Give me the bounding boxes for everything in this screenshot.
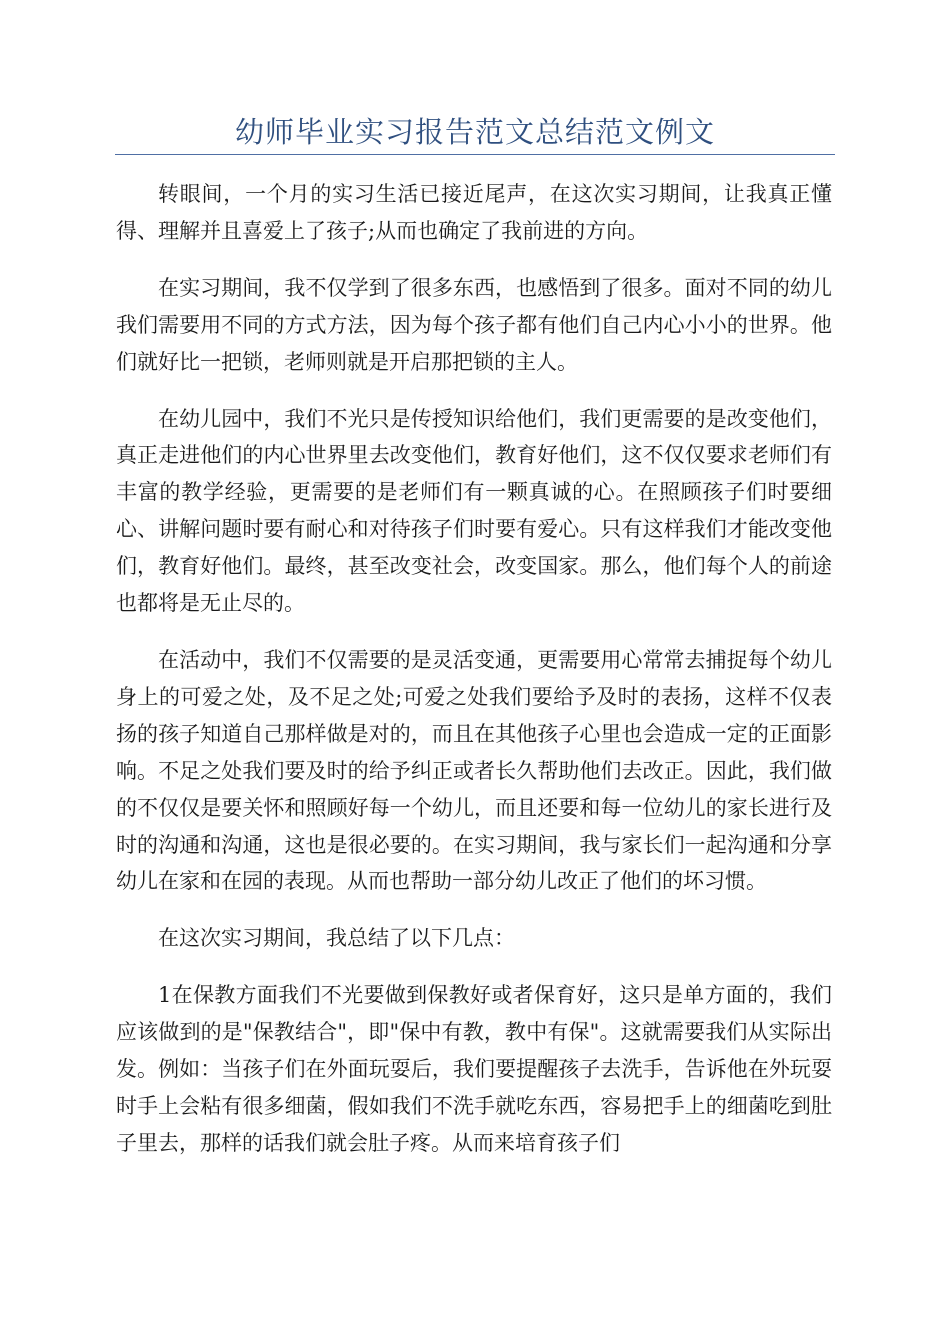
paragraph-5: 在这次实习期间，我总结了以下几点： [158,926,515,951]
paragraph-1: 转眼间，一个月的实习生活已接近尾声，在这次实习期间，让我真正懂得、理解并且喜爱上了孩子;从而也确定了我前进的方向。 [116,182,832,243]
paragraph-3: 在幼儿园中，我们不光只是传授知识给他们，我们更需要的是改变他们，真正走进他们的内心世界里去改变他们，教育好他们，这不仅仅要求老师们有丰富的教学经验，更需要的是老师们有一颗真诚的心。在照顾孩子们时要细心、讲解问题时要有耐心和对待孩子们时要有爱心。只有这样我们才能改变他们，教育好他们。最终，甚至改变社会，改变国家。那么，他们每个人的前途也都将是无止尽的。 [116,406,832,616]
document-title: 幼师毕业实习报告范文总结范文例文 [234,115,715,149]
paragraph-6: 1在保教方面我们不光要做到保教好或者保育好，这只是单方面的，我们应该做到的是"保教结合"，即"保中有教，教中有保"。这就需要我们从实际出发。例如：当孩子们在外面玩耍后，我们要提醒孩子去洗手，告诉他在外玩耍时手上会粘有很多细菌，假如我们不洗手就吃东西，容易把手上的细菌吃到肚子里去，那样的话我们就会肚子疼。从而来培育孩子们 [116,983,832,1155]
paragraph-4: 在活动中，我们不仅需要的是灵活变通，更需要用心常常去捕捉每个幼儿身上的可爱之处，及不足之处;可爱之处我们要给予及时的表扬，这样不仅表扬的孩子知道自己那样做是对的，而且在其他孩子心里也会造成一定的正面影响。不足之处我们要及时的给予纠正或者长久帮助他们去改正。因此，我们做的不仅仅是要关怀和照顾好每一个幼儿，而且还要和每一位幼儿的家长进行及时的沟通和沟通，这也是很必要的。在实习期间，我与家长们一起沟通和分享幼儿在家和在园的表现。从而也帮助一部分幼儿改正了他们的坏习惯。 [116,647,832,894]
paragraph-2: 在实习期间，我不仅学到了很多东西，也感悟到了很多。面对不同的幼儿我们需要用不同的方式方法，因为每个孩子都有他们自己内心小小的世界。他们就好比一把锁，老师则就是开启那把锁的主人。 [116,275,832,374]
title-underline [115,154,835,155]
document-body [116,176,832,1182]
